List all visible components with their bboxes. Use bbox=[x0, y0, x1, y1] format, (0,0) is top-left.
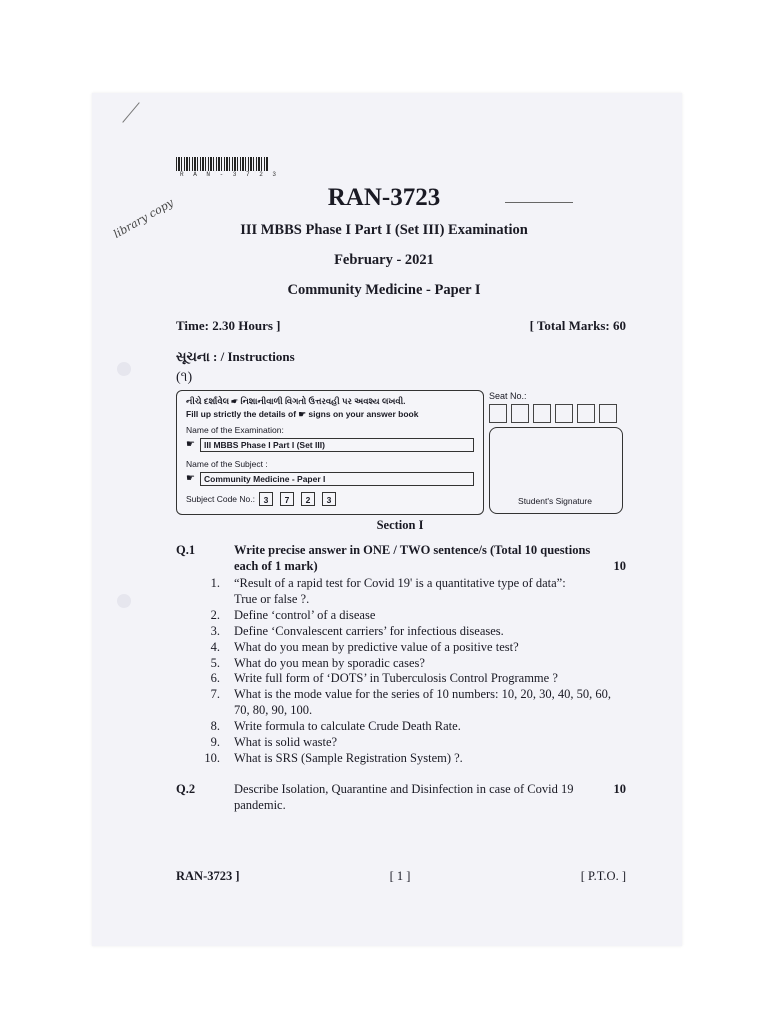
item-number: 5. bbox=[210, 656, 220, 670]
question-prompt: Write precise answer in ONE / TWO sentence/s (Total 10 questions bbox=[234, 543, 591, 557]
question-item: What do you mean by sporadic cases? bbox=[234, 656, 425, 670]
question-text: Describe Isolation, Quarantine and Disinfection in case of Covid 19 bbox=[234, 782, 574, 796]
item-number: 3. bbox=[210, 624, 220, 638]
pointer-icon: ☛ bbox=[186, 473, 195, 484]
question-text: pandemic. bbox=[234, 798, 286, 812]
footer-paper-code: RAN-3723 ] bbox=[176, 869, 240, 883]
exam-name-field: III MBBS Phase I Part I (Set III) bbox=[200, 438, 474, 452]
total-marks: [ Total Marks: 60 bbox=[529, 318, 626, 333]
item-number: 8. bbox=[210, 719, 220, 733]
question-item: “Result of a rapid test for Covid 19' is a quantitative type of data”: bbox=[234, 576, 566, 590]
gujarati-instruction: નીચે દર્શાવેલ ☛ નિશાનીવાળી વિગતો ઉત્તરવહી પર અવશ્ય લખવી. bbox=[186, 396, 406, 406]
barcode bbox=[176, 157, 268, 171]
punch-hole bbox=[117, 594, 131, 608]
subject-code-digit: 2 bbox=[301, 492, 315, 506]
item-number: 7. bbox=[210, 687, 220, 701]
exam-name-label: Name of the Examination: bbox=[186, 425, 284, 435]
question-item: What is the mode value for the series of 10 numbers: 10, 20, 30, 40, 50, 60, bbox=[234, 687, 612, 701]
question-number: Q.1 bbox=[176, 543, 196, 557]
question-item: What is SRS (Sample Registration System) ?. bbox=[234, 751, 463, 765]
seat-number-cell bbox=[511, 404, 529, 423]
item-number: 6. bbox=[210, 671, 220, 685]
item-number: 2. bbox=[210, 608, 220, 622]
subject-name-label: Name of the Subject : bbox=[186, 459, 268, 469]
item-number: 9. bbox=[210, 735, 220, 749]
item-number: 1. bbox=[210, 576, 220, 590]
seat-number-cell bbox=[489, 404, 507, 423]
punch-hole bbox=[117, 362, 131, 376]
question-number: Q.2 bbox=[176, 782, 196, 796]
paper-code: RAN-3723 bbox=[327, 184, 441, 211]
seat-number-cell bbox=[599, 404, 617, 423]
question-item-continued: True or false ?. bbox=[234, 592, 310, 606]
item-number: 10. bbox=[204, 751, 220, 765]
handwritten-note: library copy bbox=[111, 196, 176, 241]
question-item: Define ‘Convalescent carriers’ for infectious diseases. bbox=[234, 624, 504, 638]
divider bbox=[505, 202, 573, 203]
page-number: [ 1 ] bbox=[389, 869, 411, 883]
time-allowed: Time: 2.30 Hours ] bbox=[176, 318, 281, 333]
seat-number-cell bbox=[533, 404, 551, 423]
exam-title: III MBBS Phase I Part I (Set III) Examination bbox=[240, 222, 528, 238]
question-item: Define ‘control’ of a disease bbox=[234, 608, 376, 622]
item-number: 4. bbox=[210, 640, 220, 654]
seat-number-label: Seat No.: bbox=[489, 391, 527, 401]
question-prompt: each of 1 mark) bbox=[234, 559, 318, 573]
section-title: Section I bbox=[376, 518, 424, 532]
question-marks: 10 bbox=[613, 559, 626, 573]
question-marks: 10 bbox=[613, 782, 626, 796]
pointer-icon: ☛ bbox=[186, 439, 195, 450]
seat-number-cell bbox=[577, 404, 595, 423]
barcode-text: R A N - 3 7 2 3 bbox=[180, 171, 280, 178]
subject-code-label: Subject Code No.: bbox=[186, 494, 255, 504]
question-item: Write full form of ‘DOTS’ in Tuberculosis Control Programme ? bbox=[234, 671, 558, 685]
signature-label: Student's Signature bbox=[518, 496, 592, 506]
pto-note: [ P.T.O. ] bbox=[580, 869, 626, 883]
question-item: What do you mean by predictive value of a positive test? bbox=[234, 640, 519, 654]
subject-title: Community Medicine - Paper I bbox=[287, 282, 481, 298]
subject-code-digit: 3 bbox=[259, 492, 273, 506]
seat-number-cell bbox=[555, 404, 573, 423]
subject-name-field: Community Medicine - Paper I bbox=[200, 472, 474, 486]
subject-code-digit: 3 bbox=[322, 492, 336, 506]
english-instruction: Fill up strictly the details of ☛ signs on your answer book bbox=[186, 409, 419, 419]
question-item: Write formula to calculate Crude Death Rate. bbox=[234, 719, 461, 733]
subject-code-digit: 7 bbox=[280, 492, 294, 506]
instructions-number: (૧) bbox=[176, 370, 193, 385]
exam-date: February - 2021 bbox=[334, 252, 434, 268]
question-item: What is solid waste? bbox=[234, 735, 338, 749]
question-item-continued: 70, 80, 90, 100. bbox=[234, 703, 313, 717]
instructions-heading: સૂચના : / Instructions bbox=[176, 349, 295, 364]
